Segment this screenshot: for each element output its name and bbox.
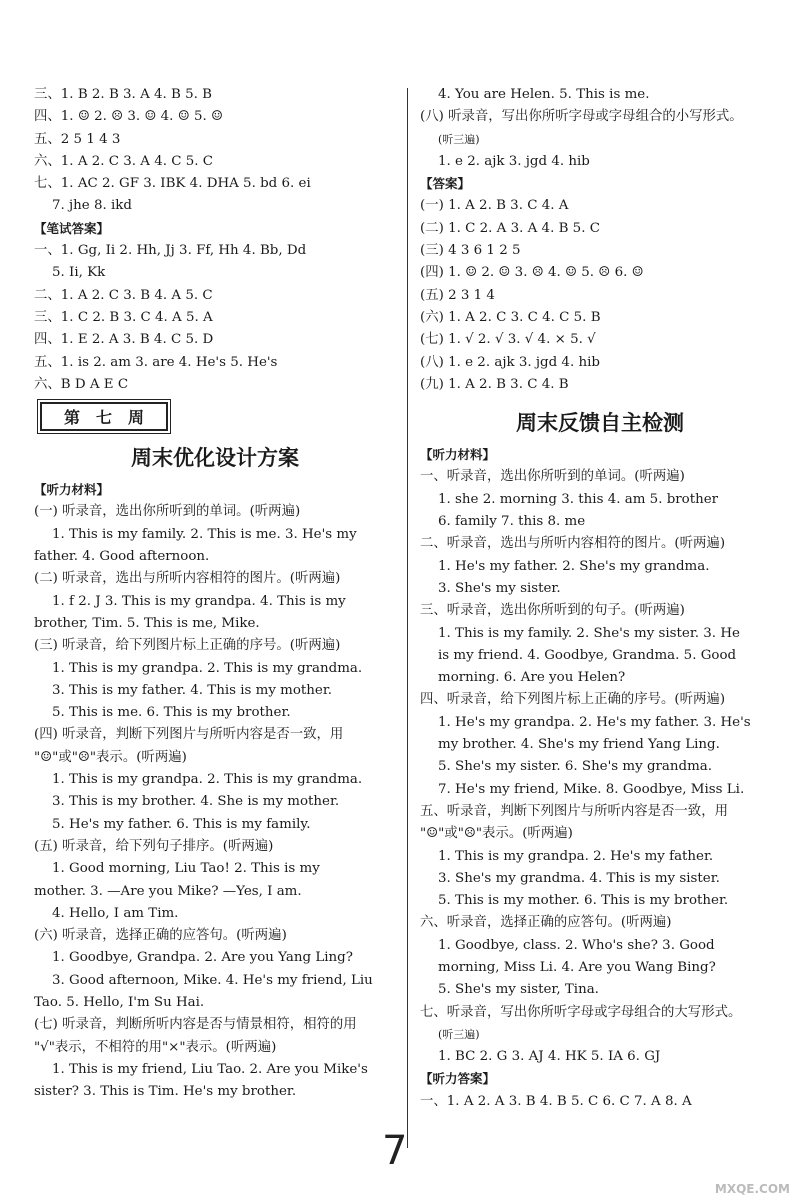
text-line: (九) 1. A 2. B 3. C 4. B bbox=[420, 376, 569, 392]
text-line: 1. Goodbye, class. 2. Who's she? 3. Good bbox=[438, 937, 715, 953]
page-mark: 7 bbox=[382, 1128, 408, 1174]
column-divider bbox=[407, 88, 408, 1148]
text-line: (六) 1. A 2. C 3. C 4. C 5. B bbox=[420, 309, 601, 325]
text-line: "☺"或"☹"表示。(听两遍) bbox=[34, 749, 187, 765]
question-heading: (一) 听录音，选出你所听到的单词。(听两遍) bbox=[34, 504, 301, 520]
text-line: brother, Tim. 5. This is me, Mike. bbox=[34, 615, 260, 631]
text-line: (听三遍) bbox=[438, 1027, 480, 1041]
text-line: 一、1. A 2. A 3. B 4. B 5. C 6. C 7. A 8. A bbox=[420, 1093, 692, 1109]
text-line: 1. He's my grandpa. 2. He's my father. 3. He's bbox=[438, 714, 751, 730]
text-line: 1. BC 2. G 3. AJ 4. HK 5. IA 6. GJ bbox=[438, 1049, 661, 1065]
text-line: 1. This is my family. 2. She's my sister. 3. He bbox=[438, 625, 740, 641]
section-header: 【听力材料】 bbox=[34, 482, 110, 498]
text-line: 7. He's my friend, Mike. 8. Goodbye, Miss Li. bbox=[438, 781, 745, 797]
text-line: 六、1. A 2. C 3. A 4. C 5. C bbox=[34, 153, 214, 169]
section-title: 周末反馈自主检测 bbox=[516, 411, 684, 436]
text-line: (二) 1. C 2. A 3. A 4. B 5. C bbox=[420, 220, 600, 236]
question-heading: 三、听录音，选出你所听到的句子。(听两遍) bbox=[420, 603, 685, 619]
text-line: 七、1. AC 2. GF 3. IBK 4. DHA 5. bd 6. ei bbox=[34, 176, 311, 192]
right-block-a bbox=[420, 84, 780, 396]
watermark: MXQE.COM bbox=[714, 1182, 790, 1196]
text-line: 1. f 2. J 3. This is my grandpa. 4. This is my bbox=[52, 593, 346, 609]
text-line: 4. You are Helen. 5. This is me. bbox=[438, 87, 650, 102]
section-title: 周末优化设计方案 bbox=[131, 446, 299, 471]
left-block-b bbox=[34, 479, 396, 1103]
text-line: (三) 4 3 6 1 2 5 bbox=[420, 243, 521, 259]
text-line: 1. she 2. morning 3. this 4. am 5. brother bbox=[438, 491, 719, 507]
question-heading: (五) 听录音，给下列句子排序。(听两遍) bbox=[34, 838, 274, 854]
text-line: 1. This is my grandpa. 2. This is my grandma. bbox=[52, 772, 363, 788]
text-line: 一、1. Gg, Ii 2. Hh, Jj 3. Ff, Hh 4. Bb, Dd bbox=[34, 243, 307, 259]
text-line: (一) 1. A 2. B 3. C 4. A bbox=[420, 198, 569, 214]
text-line: 4. Hello, I am Tim. bbox=[52, 905, 179, 921]
text-line: (八) 1. e 2. ajk 3. jgd 4. hib bbox=[420, 354, 600, 370]
question-heading: (七) 听录音，判断所听内容是否与情景相符，相符的用 bbox=[34, 1017, 357, 1033]
section-header: 【听力材料】 bbox=[420, 447, 496, 463]
text-line: 1. He's my father. 2. She's my grandma. bbox=[438, 558, 710, 574]
text-line: 3. This is my father. 4. This is my mother. bbox=[52, 682, 333, 698]
week-label: 第七周 bbox=[40, 402, 168, 431]
question-heading: 四、听录音，给下列图片标上正确的序号。(听两遍) bbox=[420, 692, 726, 708]
left-column bbox=[34, 84, 396, 1103]
text-line: "√"表示，不相符的用"×"表示。(听两遍) bbox=[34, 1039, 277, 1055]
text-line: 1. e 2. ajk 3. jgd 4. hib bbox=[438, 153, 590, 169]
question-heading: 六、听录音，选择正确的应答句。(听两遍) bbox=[420, 915, 672, 931]
text-line: (七) 1. √ 2. √ 3. √ 4. × 5. √ bbox=[420, 332, 596, 348]
question-heading: 五、听录音，判断下列图片与所听内容是否一致，用 bbox=[420, 803, 728, 819]
text-line: 7. jhe 8. ikd bbox=[52, 198, 132, 214]
text-line: 1. This is my friend, Liu Tao. 2. Are you Mike's bbox=[52, 1061, 368, 1077]
text-line: 五、1. is 2. am 3. are 4. He's 5. He's bbox=[34, 354, 278, 370]
question-heading: (三) 听录音，给下列图片标上正确的序号。(听两遍) bbox=[34, 638, 341, 654]
text-line: 3. This is my brother. 4. She is my mother. bbox=[52, 794, 340, 810]
text-line: (四) 1. ☺ 2. ☺ 3. ☹ 4. ☺ 5. ☹ 6. ☺ bbox=[420, 265, 644, 281]
text-line: 六、B D A E C bbox=[34, 376, 129, 392]
section-header: 【笔试答案】 bbox=[34, 220, 110, 236]
text-line: 三、1. C 2. B 3. C 4. A 5. A bbox=[34, 309, 213, 325]
question-heading: 七、听录音，写出你所听字母或字母组合的大写形式。 bbox=[420, 1004, 742, 1020]
text-line: 5. He's my father. 6. This is my family. bbox=[52, 816, 311, 832]
text-line: 5. She's my sister. 6. She's my grandma. bbox=[438, 759, 713, 775]
text-line: 5. This is me. 6. This is my brother. bbox=[52, 705, 291, 721]
text-line: "☺"或"☹"表示。(听两遍) bbox=[420, 826, 573, 842]
text-line: (五) 2 3 1 4 bbox=[420, 287, 495, 303]
text-line: 五、2 5 1 4 3 bbox=[34, 131, 121, 147]
text-line: 三、1. B 2. B 3. A 4. B 5. B bbox=[34, 87, 213, 102]
text-line: 二、1. A 2. C 3. B 4. A 5. C bbox=[34, 287, 213, 303]
section-header: 【听力答案】 bbox=[420, 1071, 496, 1087]
question-heading: 一、听录音，选出你所听到的单词。(听两遍) bbox=[420, 469, 685, 485]
section-header: 【答案】 bbox=[420, 176, 471, 192]
question-heading: (四) 听录音，判断下列图片与所听内容是否一致，用 bbox=[34, 727, 344, 743]
text-line: mother. 3. —Are you Mike? —Yes, I am. bbox=[34, 883, 302, 899]
text-line: 四、1. E 2. A 3. B 4. C 5. D bbox=[34, 332, 214, 348]
text-line: morning, Miss Li. 4. Are you Wang Bing? bbox=[438, 959, 716, 975]
text-line: morning. 6. Are you Helen? bbox=[438, 670, 626, 686]
text-line: 1. This is my grandpa. 2. He's my father. bbox=[438, 848, 714, 864]
right-column bbox=[420, 84, 780, 1113]
text-line: 5. Ii, Kk bbox=[52, 265, 106, 281]
question-heading: (六) 听录音，选择正确的应答句。(听两遍) bbox=[34, 928, 287, 944]
question-heading: 二、听录音，选出与所听内容相符的图片。(听两遍) bbox=[420, 536, 726, 552]
text-line: 1. This is my grandpa. 2. This is my grandma. bbox=[52, 660, 363, 676]
text-line: father. 4. Good afternoon. bbox=[34, 549, 210, 565]
text-line: 3. She's my grandma. 4. This is my sister. bbox=[438, 870, 720, 886]
text-line: 四、1. ☺ 2. ☹ 3. ☺ 4. ☺ 5. ☺ bbox=[34, 109, 223, 125]
text-line: 1. Good morning, Liu Tao! 2. This is my bbox=[52, 861, 320, 877]
text-line: 5. She's my sister, Tina. bbox=[438, 982, 599, 998]
left-block-a bbox=[34, 84, 396, 396]
text-line: (听三遍) bbox=[438, 132, 480, 146]
text-line: 3. Good afternoon, Mike. 4. He's my friend, Liu bbox=[52, 972, 373, 988]
text-line: 1. This is my family. 2. This is me. 3. He's my bbox=[52, 526, 357, 542]
text-line: sister? 3. This is Tim. He's my brother. bbox=[34, 1084, 297, 1100]
text-line: 3. She's my sister. bbox=[438, 580, 561, 596]
text-line: 5. This is my mother. 6. This is my brother. bbox=[438, 893, 729, 909]
text-line: Tao. 5. Hello, I'm Su Hai. bbox=[34, 994, 205, 1010]
text-line: 6. family 7. this 8. me bbox=[438, 514, 586, 530]
question-heading: (八) 听录音，写出你所听字母或字母组合的小写形式。 bbox=[420, 109, 743, 125]
text-line: my brother. 4. She's my friend Yang Ling. bbox=[438, 737, 720, 753]
right-block-b bbox=[420, 444, 780, 1113]
text-line: 1. Goodbye, Grandpa. 2. Are you Yang Ling? bbox=[52, 950, 353, 966]
text-line: is my friend. 4. Goodbye, Grandma. 5. Good bbox=[438, 647, 737, 663]
question-heading: (二) 听录音，选出与所听内容相符的图片。(听两遍) bbox=[34, 571, 341, 587]
